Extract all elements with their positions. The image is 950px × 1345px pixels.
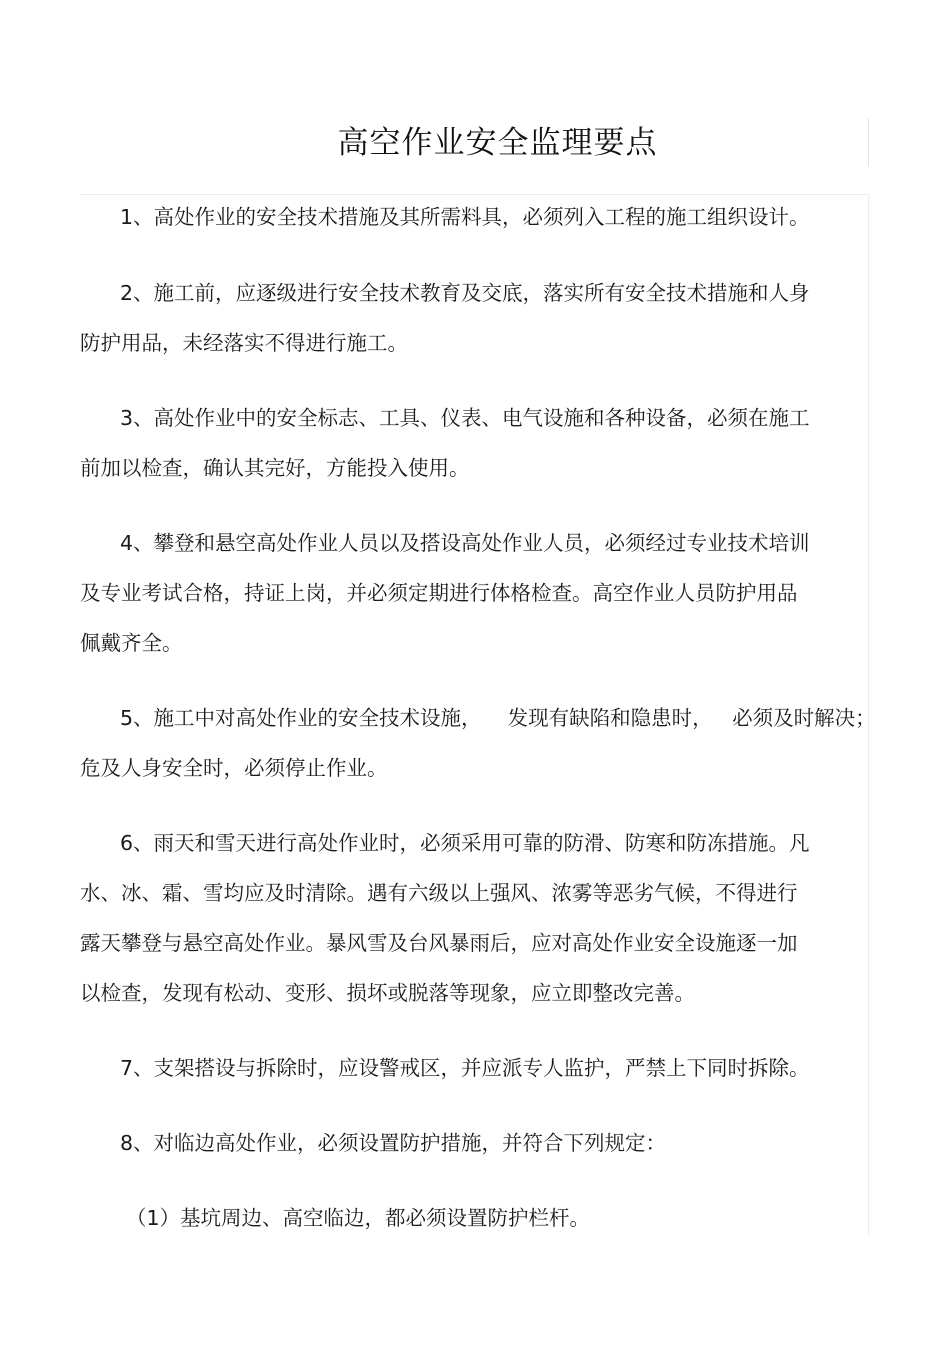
paragraph-3-line-1: 3、高处作业中的安全标志、工具、仪表、电气设施和各种设备，必须在施工 [120,406,810,430]
paragraph-2-line-1: 2、施工前，应逐级进行安全技术教育及交底，落实所有安全技术措施和人身 [120,281,810,305]
paragraph-5-line-2: 危及人身安全时，必须停止作业。 [80,756,388,780]
paragraph-4-line-2: 及专业考试合格，持证上岗，并必须定期进行体格检查。高空作业人员防护用品 [80,581,798,605]
document-title: 高空作业安全监理要点 [337,125,658,161]
paragraph-6-line-2: 水、冰、霜、雪均应及时清除。遇有六级以上强风、浓雾等恶劣气候，不得进行 [80,881,798,905]
paragraph-1-line-1: 1、高处作业的安全技术措施及其所需料具，必须列入工程的施工组织设计。 [120,205,810,229]
paragraph-3-line-2: 前加以检查，确认其完好，方能投入使用。 [80,456,470,480]
sub-item-1-line-1: （1）基坑周边、高空临边，都必须设置防护栏杆。 [126,1206,591,1230]
paragraph-2-line-2: 防护用品，未经落实不得进行施工。 [80,331,408,355]
paragraph-6-line-3: 露天攀登与悬空高处作业。暴风雪及台风暴雨后，应对高处作业安全设施逐一加 [80,931,798,955]
paragraph-8-line-1: 8、对临边高处作业，必须设置防护措施，并符合下列规定： [120,1131,667,1155]
paragraph-7-line-1: 7、支架搭设与拆除时，应设警戒区，并应派专人监护，严禁上下同时拆除。 [120,1056,810,1080]
paragraph-4-line-1: 4、攀登和悬空高处作业人员以及搭设高处作业人员，必须经过专业技术培训 [120,531,810,555]
paragraph-6-line-1: 6、雨天和雪天进行高处作业时，必须采用可靠的防滑、防寒和防冻措施。凡 [120,831,810,855]
header-divider [80,194,870,195]
paragraph-4-line-3: 佩戴齐全。 [80,631,183,655]
paragraph-5-line-1: 5、施工中对高处作业的安全技术设施， 发现有缺陷和隐患时， 必须及时解决； [120,706,876,730]
paragraph-6-line-4: 以检查，发现有松动、变形、损坏或脱落等现象，应立即整改完善。 [80,981,695,1005]
